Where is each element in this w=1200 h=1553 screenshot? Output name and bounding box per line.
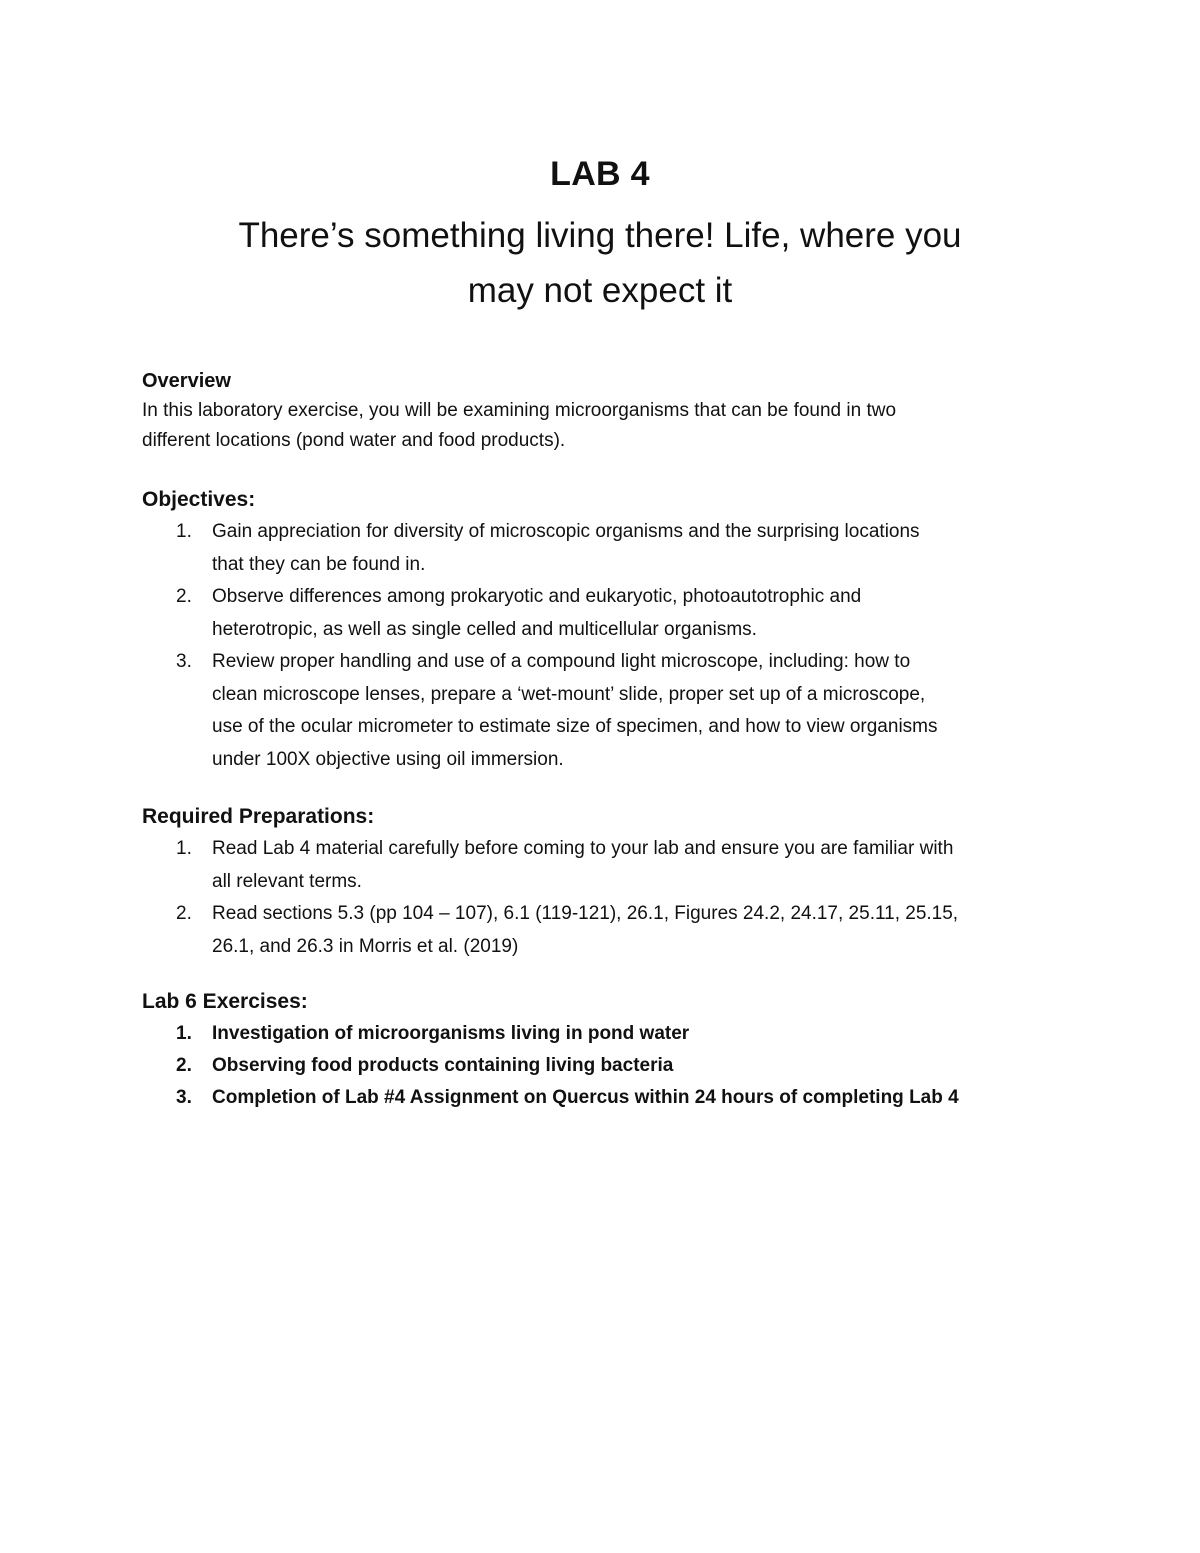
list-number: 2. [176,1055,192,1076]
list-line: clean microscope lenses, prepare a ‘wet-mount’ slide, proper set up of a microscope, [212,683,926,705]
list-line: Observing food products containing living bacteria [212,1055,674,1076]
list-item [142,898,1072,963]
overview-text [142,396,1072,456]
list-line: Investigation of microorganisms living in pond water [212,1023,690,1044]
list-item [142,833,1072,898]
overview-heading: Overview [142,370,231,392]
list-number: 1. [176,521,192,542]
list-line: Review proper handling and use of a compound light microscope, including: how to [212,651,911,672]
list-item [142,516,1072,581]
list-number: 3. [176,651,192,672]
page-subtitle [150,208,1050,318]
list-line: Gain appreciation for diversity of microscopic organisms and the surprising locations [212,521,920,542]
page-title: LAB 4 [550,155,650,193]
list-line: 26.1, and 26.3 in Morris et al. (2019) [212,935,519,957]
list-item [142,1082,1072,1114]
list-item [142,646,1072,776]
exercises-heading: Lab 6 Exercises: [142,990,308,1013]
list-number: 3. [176,1087,192,1108]
list-line: all relevant terms. [212,870,362,892]
list-number: 2. [176,586,192,607]
overview-line: In this laboratory exercise, you will be examining microorganisms that can be found in two [142,400,897,421]
list-line: Completion of Lab #4 Assignment on Quercus within 24 hours of completing Lab 4 [212,1087,959,1108]
list-line: heterotropic, as well as single celled and multicellular organisms. [212,618,757,640]
list-number: 1. [176,838,192,859]
preparations-section [142,801,1072,963]
list-item [142,581,1072,646]
list-line: that they can be found in. [212,553,426,575]
list-line: Read sections 5.3 (pp 104 – 107), 6.1 (119-121), 26.1, Figures 24.2, 24.17, 25.11, 25.15, [212,903,959,924]
objectives-section [142,484,1072,776]
list-line: use of the ocular micrometer to estimate size of specimen, and how to view organisms [212,716,938,737]
list-line: Observe differences among prokaryotic and eukaryotic, photoautotrophic and [212,586,862,607]
subtitle-line: There’s something living there! Life, where you [238,216,962,255]
exercises-list [142,1018,1072,1114]
preparations-list [142,833,1072,963]
objectives-list [142,516,1072,776]
list-number: 1. [176,1023,192,1044]
exercises-section [142,986,1072,1114]
subtitle-line: may not expect it [467,271,733,310]
overview-line: different locations (pond water and food products). [142,430,566,451]
list-line: under 100X objective using oil immersion. [212,748,564,770]
list-item [142,1050,1072,1082]
objectives-heading: Objectives: [142,488,256,511]
list-number: 2. [176,903,192,924]
list-line: Read Lab 4 material carefully before coming to your lab and ensure you are familiar with [212,838,954,859]
overview-section [142,366,1072,456]
preparations-heading: Required Preparations: [142,805,375,828]
list-item [142,1018,1072,1050]
